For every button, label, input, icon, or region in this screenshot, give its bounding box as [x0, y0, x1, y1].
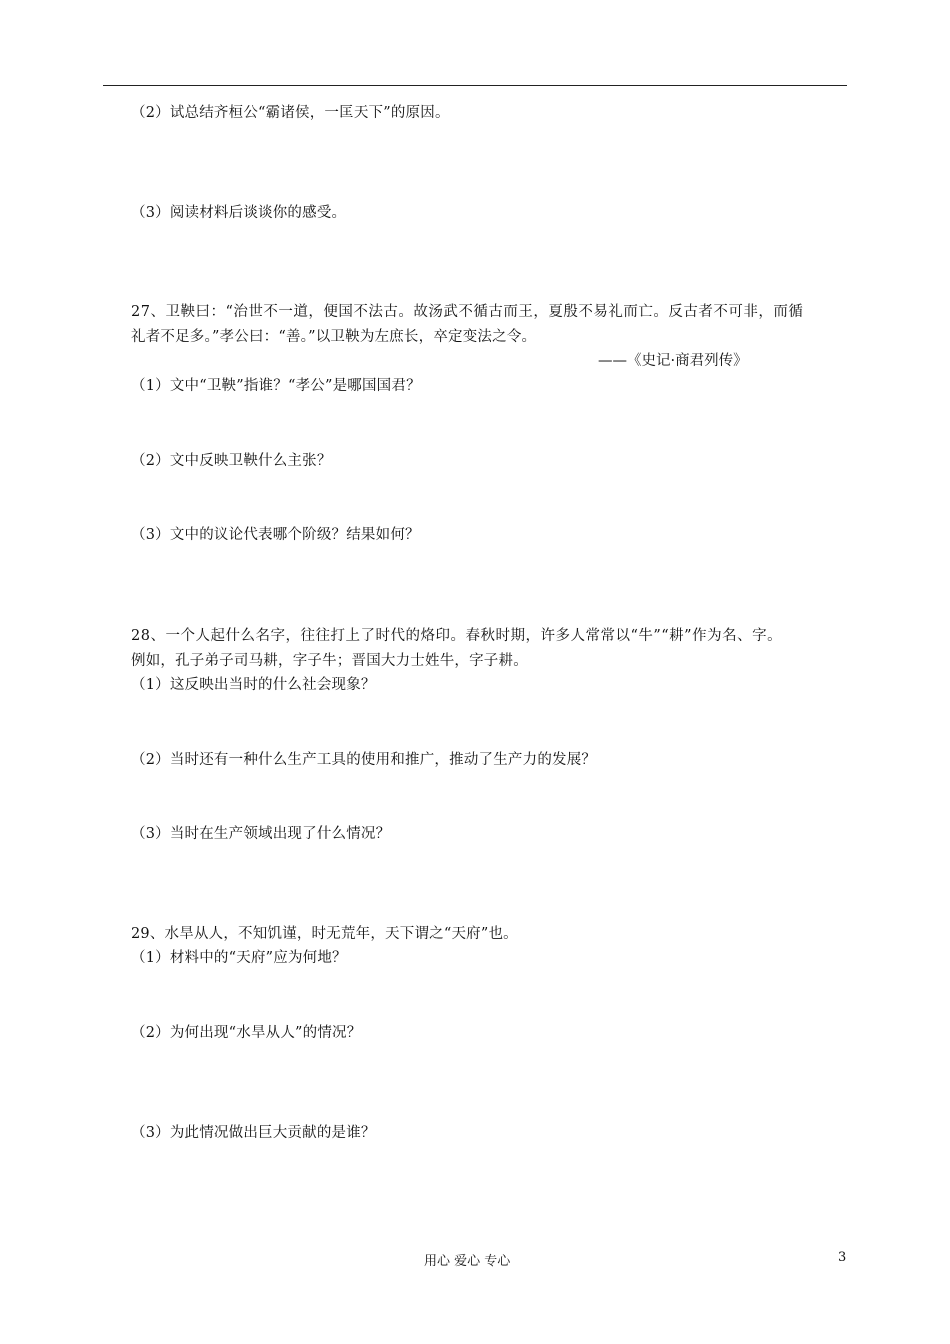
- q29-sub2: （2）为何出现“水旱从人”的情况？: [131, 1025, 362, 1041]
- q27-sub1: （1）文中“卫鞅”指谁？“孝公”是哪国国君？: [131, 378, 421, 394]
- q29-sub3: （3）为此情况做出巨大贡献的是谁？: [131, 1125, 376, 1141]
- header-rule: [103, 85, 847, 86]
- q27-source: ——《史记·商君列传》: [598, 353, 748, 369]
- q27-stem-line1: 27、卫鞅曰：“治世不一道，便国不法古。故汤武不循古而王，夏殷不易礼而亡。反古者不可非，而循: [131, 304, 804, 320]
- q26-sub3: （3）阅读材料后谈谈你的感受。: [131, 205, 347, 221]
- q27-sub2: （2）文中反映卫鞅什么主张？: [131, 453, 332, 469]
- q28-sub3: （3）当时在生产领域出现了什么情况？: [131, 826, 391, 842]
- q28-stem-line1: 28、一个人起什么名字，往往打上了时代的烙印。春秋时期，许多人常常以“牛”“耕”作为名、字。: [131, 628, 783, 644]
- q28-stem-line2: 例如，孔子弟子司马耕，字子牛；晋国大力士姓牛，字子耕。: [131, 653, 528, 669]
- q29-stem: 29、水旱从人，不知饥谨，时无荒年，天下谓之“天府”也。: [131, 926, 518, 942]
- q27-sub3: （3）文中的议论代表哪个阶级？结果如何？: [131, 527, 420, 543]
- q27-stem-line2: 礼者不足多。”孝公曰：“善。”以卫鞅为左庶长，卒定变法之令。: [131, 329, 537, 345]
- footer-motto: 用心 爱心 专心: [424, 1254, 511, 1269]
- q26-sub2: （2）试总结齐桓公“霸诸侯，一匡天下”的原因。: [131, 105, 450, 121]
- page-number: 3: [838, 1250, 847, 1265]
- q28-sub1: （1）这反映出当时的什么社会现象？: [131, 677, 376, 693]
- q28-sub2: （2）当时还有一种什么生产工具的使用和推广，推动了生产力的发展？: [131, 752, 597, 768]
- q29-sub1: （1）材料中的“天府”应为何地？: [131, 950, 347, 966]
